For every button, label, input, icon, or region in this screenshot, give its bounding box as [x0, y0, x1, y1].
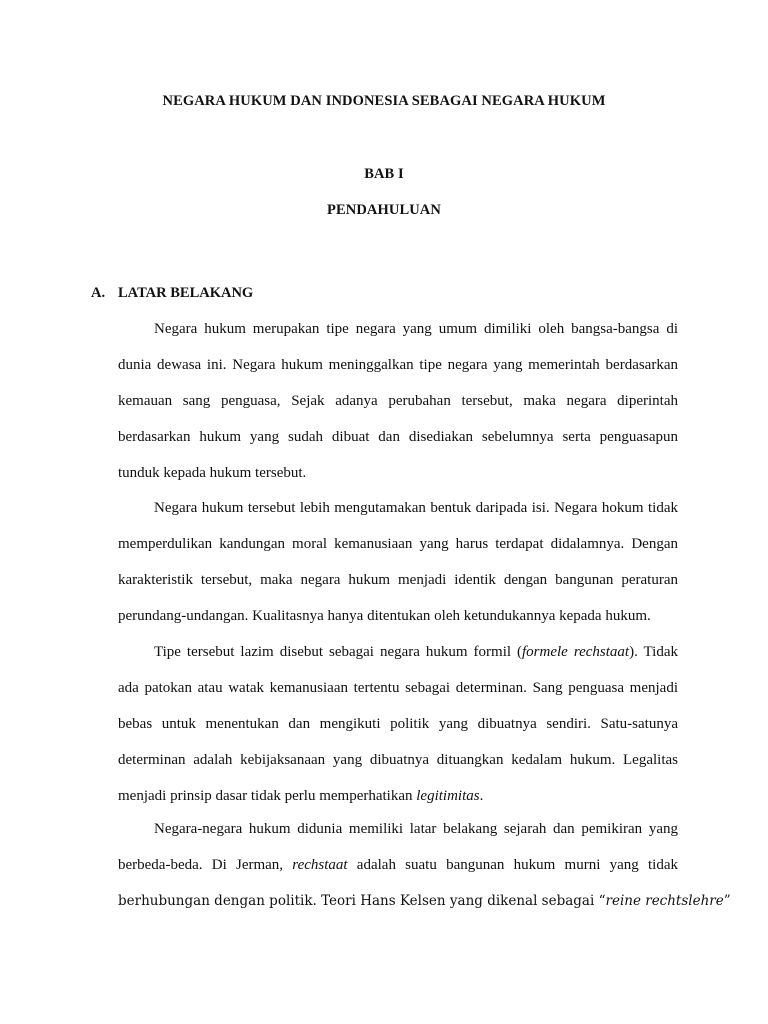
text-run: adalah suatu bangunan hukum murni yang tidak: [347, 857, 678, 873]
italic-term: formele rechstaat: [522, 644, 630, 660]
paragraph-line: perundang-undangan. Kualitasnya hanya ditentukan oleh ketundukannya kepada hukum.: [118, 608, 651, 624]
paragraph: [118, 490, 678, 634]
text-run: Tipe tersebut lazim disebut sebagai negara hukum formil (: [154, 644, 523, 660]
paragraph-line: [118, 847, 678, 883]
paragraph-line: berdasarkan hukum yang sudah dibuat dan disediakan sebelumnya serta penguasapun: [118, 429, 678, 445]
text-run: berhubungan dengan politik. Teori Hans Kelsen yang dikenal sebagai “: [118, 893, 606, 909]
paragraph: [118, 811, 731, 919]
paragraph-line: kemauan sang penguasa, Sejak adanya perubahan tersebut, maka negara diperintah: [118, 393, 678, 409]
italic-term: legitimitas: [416, 788, 480, 804]
section-letter: A.: [91, 285, 106, 301]
paragraph-line: Negara hukum merupakan tipe negara yang umum dimiliki oleh bangsa-bangsa di: [154, 321, 678, 337]
text-run: ). Tidak: [629, 644, 679, 660]
paragraph-line: karakteristik tersebut, maka negara hukum menjadi identik dengan bangunan peraturan: [118, 572, 678, 588]
paragraph-line: ada patokan atau watak kemanusiaan tertentu sebagai determinan. Sang penguasa menjadi: [118, 680, 678, 696]
italic-term: reine rechtslehre: [605, 893, 724, 909]
paragraph-line: Negara hukum tersebut lebih mengutamakan bentuk daripada isi. Negara hokum tidak: [154, 500, 678, 516]
paragraph-line: Negara-negara hukum didunia memiliki latar belakang sejarah dan pemikiran yang: [154, 821, 678, 837]
paragraph: [118, 634, 678, 814]
paragraph-line: dunia dewasa ini. Negara hukum meninggalkan tipe negara yang memerintah berdasarkan: [118, 357, 678, 373]
paragraph-line: memperdulikan kandungan moral kemanusiaan yang harus terdapat didalamnya. Dengan: [118, 536, 678, 552]
paragraph-line: [118, 778, 678, 814]
section-heading: [91, 285, 253, 302]
chapter-title: PENDAHULUAN: [327, 202, 441, 218]
chapter-number: BAB I: [364, 166, 404, 182]
text-run: berbeda-beda. Di Jerman,: [118, 857, 293, 873]
text-run: menjadi prinsip dasar tidak perlu memperhatikan: [118, 788, 417, 804]
section-title: LATAR BELAKANG: [118, 285, 254, 301]
paragraph-line: [118, 634, 678, 670]
paragraph-line: determinan adalah kebijaksanaan yang dibuatnya dituangkan kedalam hukum. Legalitas: [118, 752, 678, 768]
text-run: ”: [723, 893, 731, 909]
paragraph-line: [118, 883, 731, 919]
paragraph: [118, 311, 678, 491]
paragraph-line: tunduk kepada hukum tersebut.: [118, 465, 307, 481]
paragraph-line: bebas untuk menentukan dan mengikuti politik yang dibuatnya sendiri. Satu-satunya: [118, 716, 678, 732]
document-title: NEGARA HUKUM DAN INDONESIA SEBAGAI NEGARA HUKUM: [162, 93, 606, 109]
text-run: .: [479, 788, 484, 804]
italic-term: rechstaat: [292, 857, 348, 873]
